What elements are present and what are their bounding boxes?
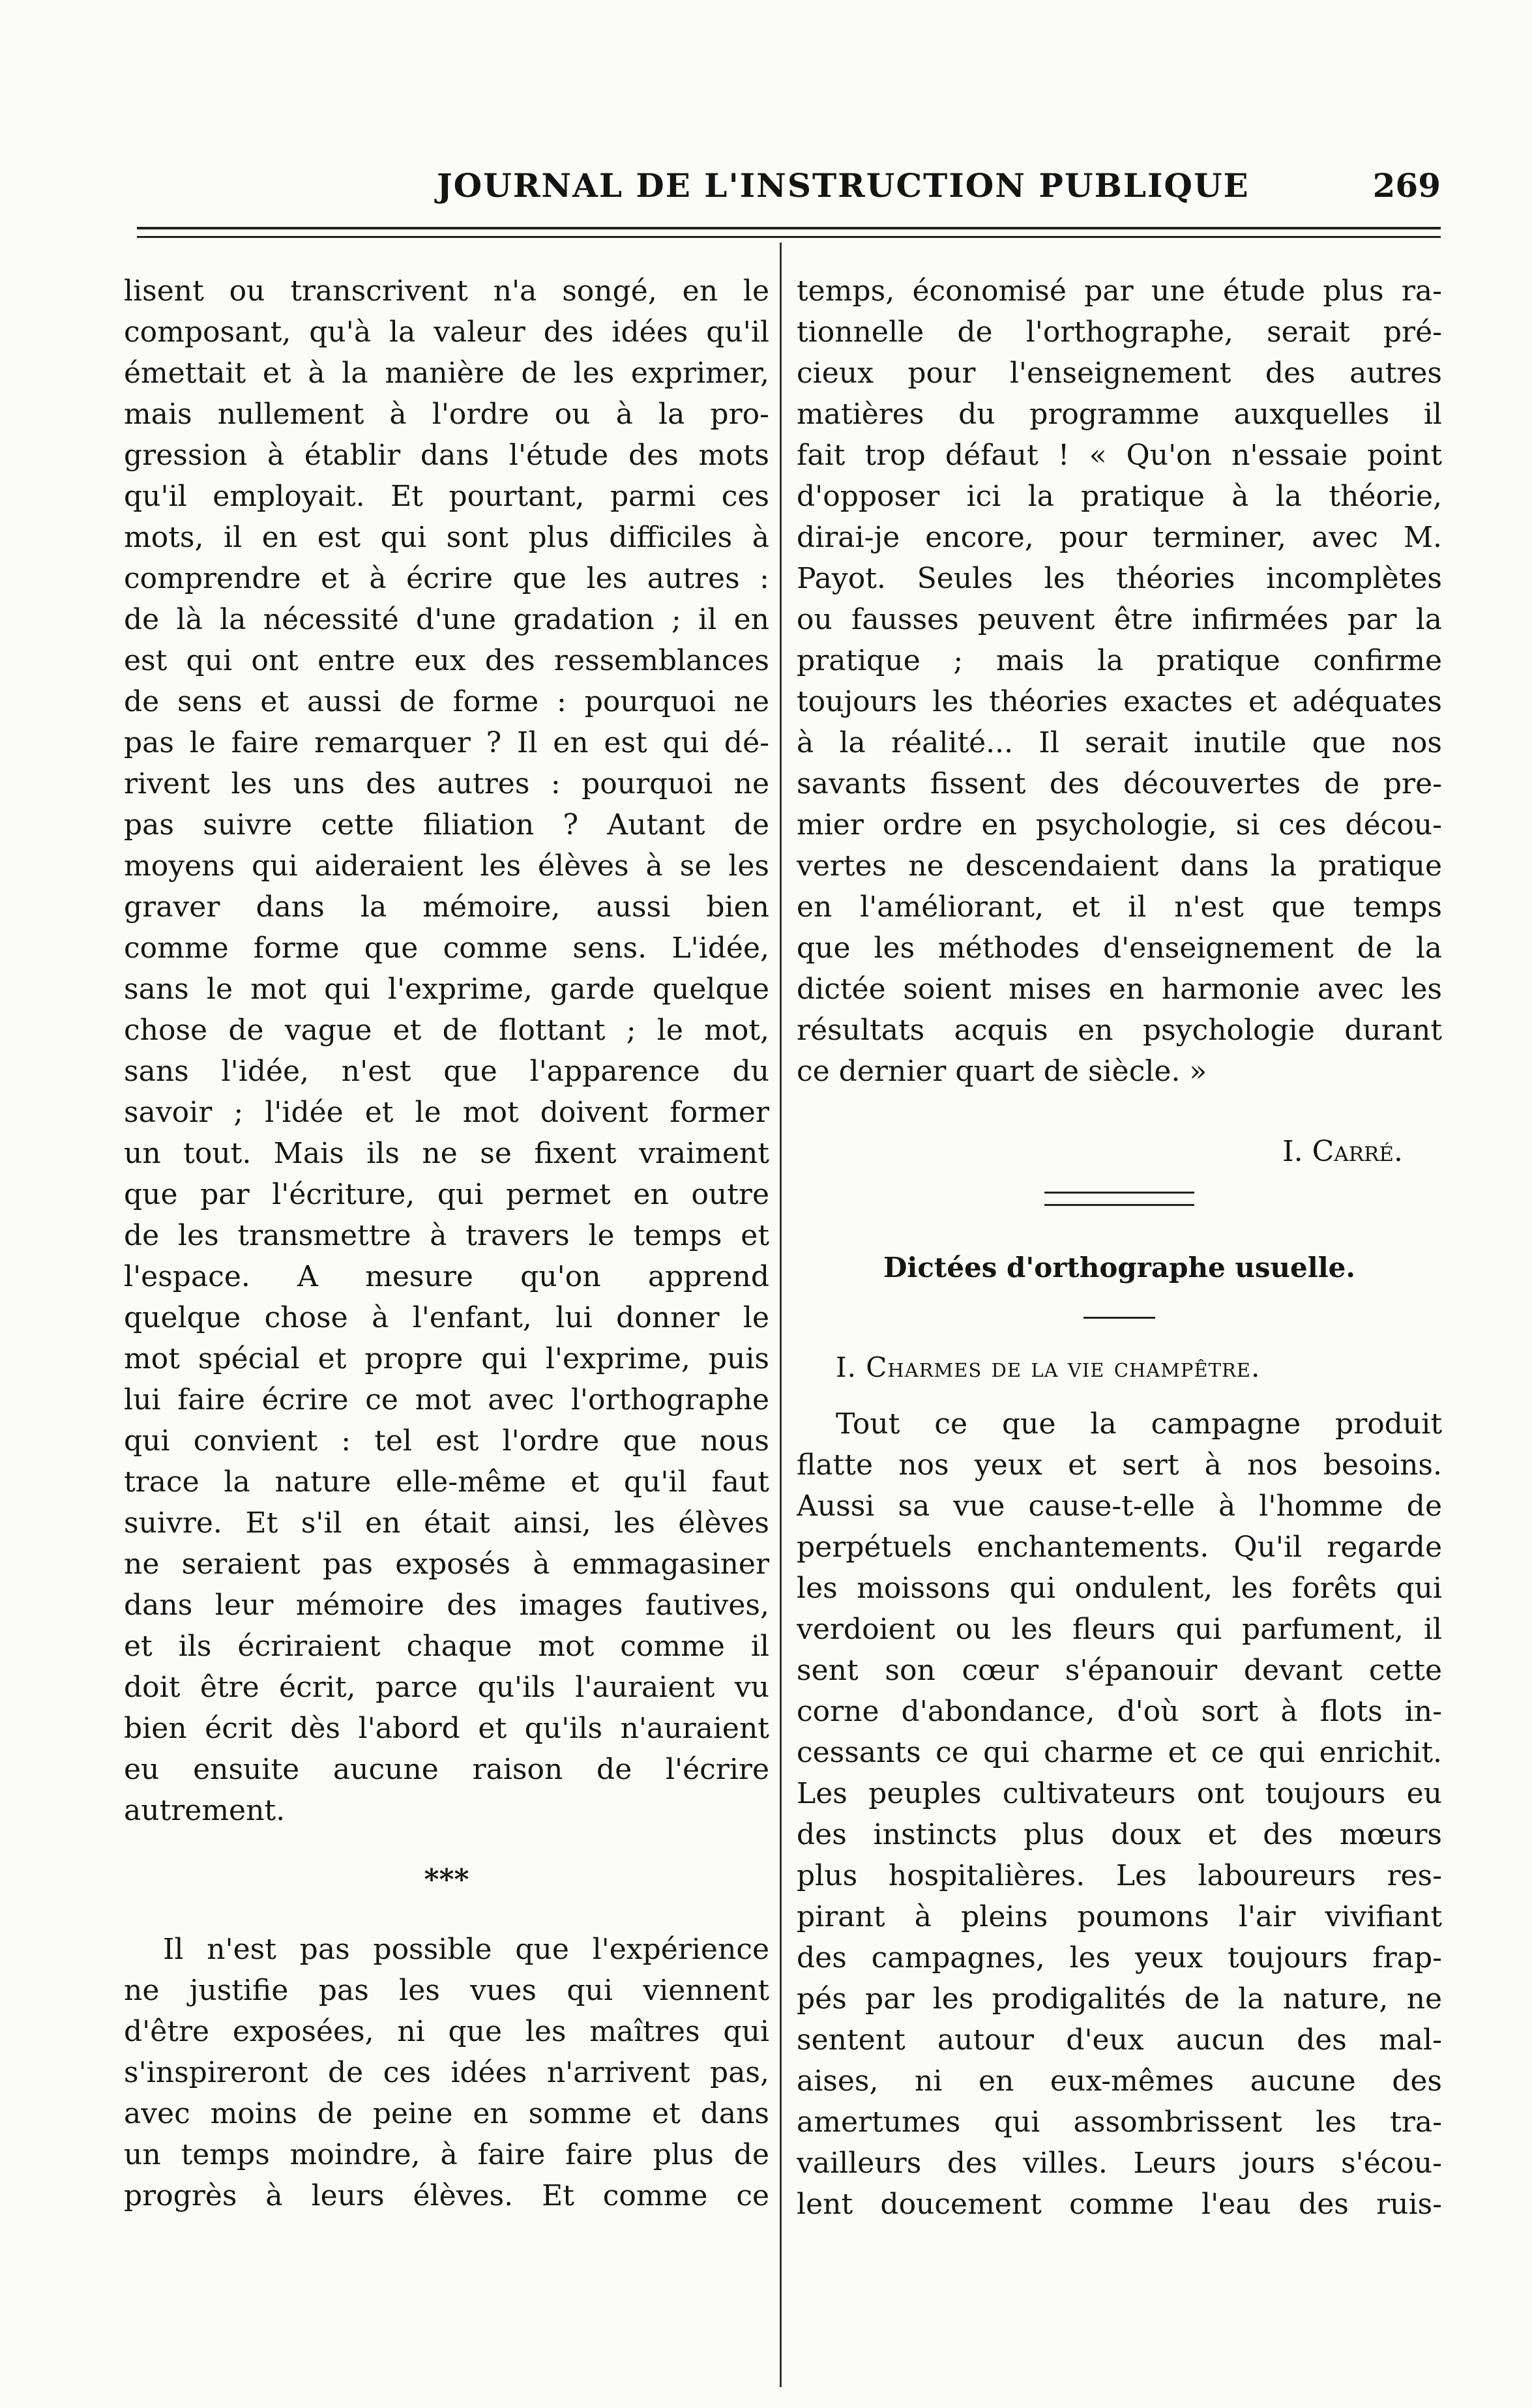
- text-line: cessants ce qui charme et ce qui enrichit.: [797, 1736, 1442, 1769]
- text-line: est qui ont entre eux des ressemblances: [124, 644, 769, 677]
- column-divider: [780, 242, 782, 2387]
- text-line: que par l'écriture, qui permet en outre: [124, 1178, 769, 1211]
- text-line: graver dans la mémoire, aussi bien: [124, 890, 769, 924]
- text-line: corne d'abondance, d'où sort à flots in-: [797, 1695, 1442, 1728]
- text-line: pratique ; mais la pratique confirme: [797, 644, 1442, 677]
- text-line: perpétuels enchantements. Qu'il regarde: [797, 1531, 1442, 1564]
- text-line: aises, ni en eux-mêmes aucune des: [797, 2064, 1442, 2098]
- text-line: comprendre et à écrire que les autres :: [124, 562, 769, 595]
- text-line: Aussi sa vue cause-t-elle à l'homme de: [797, 1490, 1442, 1523]
- right-paragraph-1: [797, 271, 1442, 1092]
- text-line: sans l'idée, n'est que l'apparence du: [124, 1055, 769, 1088]
- text-line: d'être exposées, ni que les maîtres qui: [124, 2015, 769, 2048]
- text-line: pas suivre cette filiation ? Autant de: [124, 808, 769, 842]
- text-line: Tout ce que la campagne produit: [836, 1407, 1442, 1441]
- text-line: tionnelle de l'orthographe, serait pré-: [797, 316, 1442, 349]
- text-line: un temps moindre, à faire faire plus de: [124, 2138, 769, 2171]
- text-line: plus hospitalières. Les laboureurs res-: [797, 1859, 1442, 1892]
- text-line: en l'améliorant, et il n'est que temps: [797, 890, 1442, 924]
- text-line: de là la nécessité d'une gradation ; il en: [124, 603, 769, 636]
- text-line: progrès à leurs élèves. Et comme ce: [124, 2179, 769, 2212]
- text-line: sans le mot qui l'exprime, garde quelque: [124, 973, 769, 1006]
- text-line: toujours les théories exactes et adéquates: [797, 685, 1442, 718]
- text-line: Il n'est pas possible que l'expérience: [163, 1933, 769, 1966]
- text-line: savants fissent des découvertes de pre-: [797, 767, 1442, 800]
- text-line: mots, il en est qui sont plus difficiles à: [124, 521, 769, 554]
- left-column: [124, 271, 769, 2216]
- text-line: gression à établir dans l'étude des mots: [124, 439, 769, 472]
- text-line: les moissons qui ondulent, les forêts qui: [797, 1572, 1442, 1605]
- text-line: ne seraient pas exposés à emmagasiner: [124, 1548, 769, 1581]
- text-line: amertumes qui assombrissent les tra-: [797, 2106, 1442, 2139]
- left-paragraph-1: [124, 271, 769, 1831]
- title-short-rule: [1083, 1317, 1155, 1319]
- text-line: comme forme que comme sens. L'idée,: [124, 932, 769, 965]
- section-separator-asterism: ***: [424, 1863, 469, 1896]
- text-line: pirant à pleins poumons l'air vivifiant: [797, 1900, 1442, 1933]
- text-line: matières du programme auxquelles il: [797, 398, 1442, 431]
- text-line: que les méthodes d'enseignement de la: [797, 932, 1442, 965]
- text-line: dirai-je encore, pour terminer, avec M.: [797, 521, 1442, 554]
- text-line: trace la nature elle-même et qu'il faut: [124, 1465, 769, 1499]
- text-line: à la réalité... Il serait inutile que nos: [797, 726, 1442, 759]
- text-line: rivent les uns des autres : pourquoi ne: [124, 767, 769, 800]
- text-line: vertes ne descendaient dans la pratique: [797, 849, 1442, 883]
- text-line: et ils écriraient chaque mot comme il: [124, 1630, 769, 1663]
- text-line: ce dernier quart de siècle. »: [797, 1055, 1207, 1088]
- text-line: lent doucement comme l'eau des ruis-: [797, 2188, 1442, 2221]
- text-line: de sens et aussi de forme : pourquoi ne: [124, 685, 769, 718]
- page-number: 269: [1372, 166, 1441, 205]
- text-line: eu ensuite aucune raison de l'écrire: [124, 1753, 769, 1786]
- text-line: résultats acquis en psychologie durant: [797, 1014, 1442, 1047]
- text-line: chose de vague et de flottant ; le mot,: [124, 1014, 769, 1047]
- text-line: dans leur mémoire des images fautives,: [124, 1589, 769, 1622]
- section-double-rule: [1044, 1192, 1194, 1206]
- text-line: vailleurs des villes. Leurs jours s'écou-: [797, 2147, 1442, 2180]
- text-line: temps, économisé par une étude plus ra-: [797, 274, 1442, 308]
- text-line: l'espace. A mesure qu'on apprend: [124, 1260, 769, 1293]
- right-column: [797, 271, 1442, 2225]
- text-line: avec moins de peine en somme et dans: [124, 2097, 769, 2130]
- journal-title: JOURNAL DE L'INSTRUCTION PUBLIQUE: [437, 166, 1250, 205]
- text-line: Les peuples cultivateurs ont toujours eu: [797, 1777, 1442, 1810]
- text-line: mais nullement à l'ordre ou à la pro-: [124, 398, 769, 431]
- text-line: qu'il employait. Et pourtant, parmi ces: [124, 480, 769, 513]
- text-line: lui faire écrire ce mot avec l'orthographe: [124, 1383, 769, 1417]
- text-line: lisent ou transcrivent n'a songé, en le: [124, 274, 769, 308]
- text-line: verdoient ou les fleurs qui parfument, il: [797, 1613, 1442, 1646]
- text-line: s'inspireront de ces idées n'arrivent pas,: [124, 2056, 769, 2089]
- text-line: dictée soient mises en harmonie avec les: [797, 973, 1442, 1006]
- text-line: mier ordre en psychologie, si ces décou-: [797, 808, 1442, 842]
- text-line: un tout. Mais ils ne se fixent vraiment: [124, 1137, 769, 1170]
- text-line: qui convient : tel est l'ordre que nous: [124, 1424, 769, 1458]
- text-line: pas le faire remarquer ? Il en est qui dé-: [124, 726, 769, 759]
- text-line: cieux pour l'enseignement des autres: [797, 357, 1442, 390]
- text-line: bien écrit dès l'abord et qu'ils n'auraient: [124, 1712, 769, 1745]
- text-line: autrement.: [124, 1794, 286, 1827]
- text-line: composant, qu'à la valeur des idées qu'il: [124, 316, 769, 349]
- author-signature: I. Carré.: [1282, 1135, 1403, 1168]
- section-title: Dictées d'orthographe usuelle.: [883, 1252, 1356, 1284]
- text-line: Payot. Seules les théories incomplètes: [797, 562, 1442, 595]
- header-rule-secondary: [137, 236, 1441, 238]
- text-line: doit être écrit, parce qu'ils l'auraient vu: [124, 1671, 769, 1704]
- text-line: des instincts plus doux et des mœurs: [797, 1818, 1442, 1851]
- running-header: [137, 166, 1441, 218]
- text-line: d'opposer ici la pratique à la théorie,: [797, 480, 1442, 513]
- text-line: ou fausses peuvent être infirmées par la: [797, 603, 1442, 636]
- text-line: suivre. Et s'il en était ainsi, les élèves: [124, 1506, 769, 1540]
- text-line: sent son cœur s'épanouir devant cette: [797, 1654, 1442, 1687]
- text-line: moyens qui aideraient les élèves à se les: [124, 849, 769, 883]
- dictation-subheading: I. Charmes de la vie champêtre.: [836, 1351, 1261, 1383]
- text-line: fait trop défaut ! « Qu'on n'essaie point: [797, 439, 1442, 472]
- text-line: flatte nos yeux et sert à nos besoins.: [797, 1448, 1442, 1482]
- text-line: quelque chose à l'enfant, lui donner le: [124, 1301, 769, 1334]
- right-paragraph-2: [797, 1403, 1442, 2225]
- header-rule: [137, 227, 1441, 229]
- text-line: émettait et à la manière de les exprimer,: [124, 357, 769, 390]
- left-paragraph-2: [124, 1929, 769, 2216]
- text-line: mot spécial et propre qui l'exprime, puis: [124, 1342, 769, 1375]
- text-line: sentent autour d'eux aucun des mal-: [797, 2023, 1442, 2057]
- text-line: pés par les prodigalités de la nature, ne: [797, 1982, 1442, 2016]
- text-line: ne justifie pas les vues qui viennent: [124, 1974, 769, 2007]
- text-line: de les transmettre à travers le temps et: [124, 1219, 769, 1252]
- text-line: des campagnes, les yeux toujours frap-: [797, 1941, 1442, 1975]
- spacer: [797, 1092, 1442, 1131]
- text-line: savoir ; l'idée et le mot doivent former: [124, 1096, 769, 1129]
